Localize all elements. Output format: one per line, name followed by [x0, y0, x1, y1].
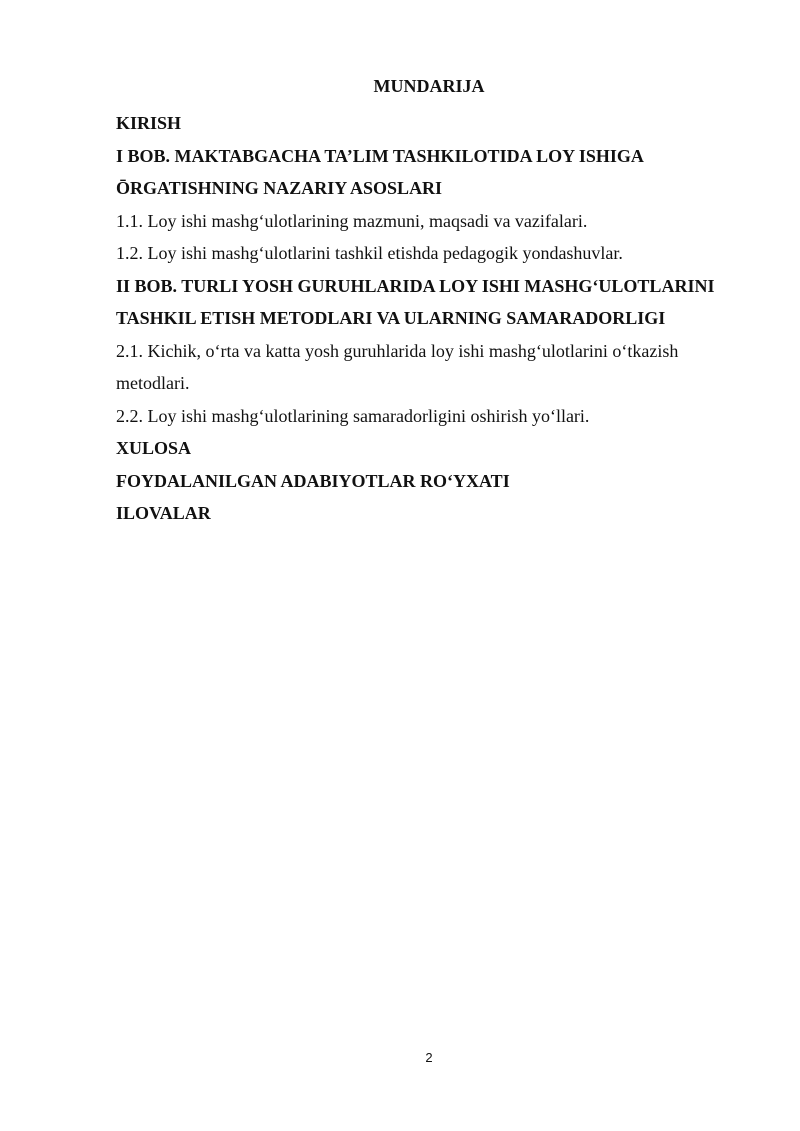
- toc-entry-section-1-1: 1.1. Loy ishi mashg‘ulotlarining mazmuni, maqsadi va vazifalari.: [116, 210, 588, 231]
- toc-entry-chapter-2-line-1: II BOB. TURLI YOSH GURUHLARIDA LOY ISHI MASHG‘ULOTLARINI: [116, 275, 715, 296]
- toc-entry-section-2-1-line-2: metodlari.: [116, 373, 190, 393]
- page-title: MUNDARIJA: [373, 76, 485, 96]
- toc-entry-kirish: KIRISH: [116, 113, 182, 133]
- toc-entry-chapter-1-line-1: I BOB. MAKTABGACHA TA’LIM TASHKILOTIDA LOY ISHIGA: [116, 145, 644, 166]
- toc-entry-references: FOYDALANILGAN ADABIYOTLAR RO‘YXATI: [116, 470, 510, 491]
- toc-entry-section-1-2: 1.2. Loy ishi mashg‘ulotlarini tashkil etishda pedagogik yondashuvlar.: [116, 243, 623, 263]
- toc-entry-chapter-1-line-2: ŌRGATISHNING NAZARIY ASOSLARI: [116, 178, 443, 198]
- table-of-contents: [116, 107, 756, 530]
- page-number: 2: [425, 1050, 433, 1065]
- toc-entry-appendices: ILOVALAR: [116, 503, 211, 523]
- toc-entry-section-2-2: 2.2. Loy ishi mashg‘ulotlarining samaradorligini oshirish yo‘llari.: [116, 405, 590, 426]
- toc-entry-chapter-2-line-2: TASHKIL ETISH METODLARI VA ULARNING SAMARADORLIGI: [116, 308, 666, 328]
- toc-entry-section-2-1-line-1: 2.1. Kichik, o‘rta va katta yosh guruhlarida loy ishi mashg‘ulotlarini o‘tkazish: [116, 340, 679, 361]
- toc-entry-xulosa: XULOSA: [116, 438, 192, 458]
